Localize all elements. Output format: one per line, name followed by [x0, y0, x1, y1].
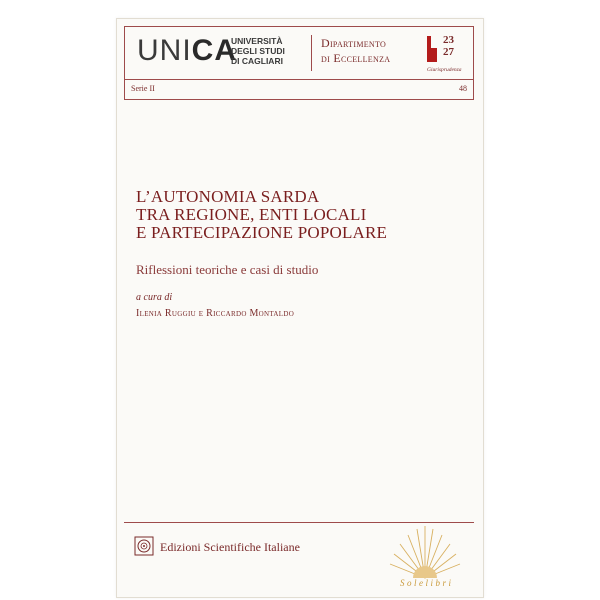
editors-names: Ilenia Ruggiu e Riccardo Montaldo	[136, 308, 295, 319]
publisher-logo-icon	[134, 536, 154, 556]
series-label: Serie II	[131, 84, 155, 93]
seller-logo-text: Solelibri	[400, 578, 454, 588]
department-logo-caption: Giurisprudenza	[427, 67, 462, 73]
book-title: L’AUTONOMIA SARDA TRA REGIONE, ENTI LOCALI E PARTECIPAZIONE POPOLARE	[136, 187, 388, 242]
department-years: 23 27	[443, 34, 454, 58]
header-rule	[125, 79, 473, 80]
edited-by-label: a cura di	[136, 292, 173, 303]
cover-header	[124, 26, 474, 100]
publisher-name: Edizioni Scientifiche Italiane	[160, 540, 300, 554]
unica-logo: UNICA	[137, 34, 238, 67]
series-number: 48	[459, 84, 467, 93]
university-name: UNIVERSITÀ DEGLI STUDI DI CAGLIARI	[231, 36, 285, 66]
header-divider	[311, 35, 312, 71]
book-subtitle: Riflessioni teoriche e casi di studio	[136, 262, 319, 277]
department-label: Dipartimento di Eccellenza	[321, 36, 391, 65]
